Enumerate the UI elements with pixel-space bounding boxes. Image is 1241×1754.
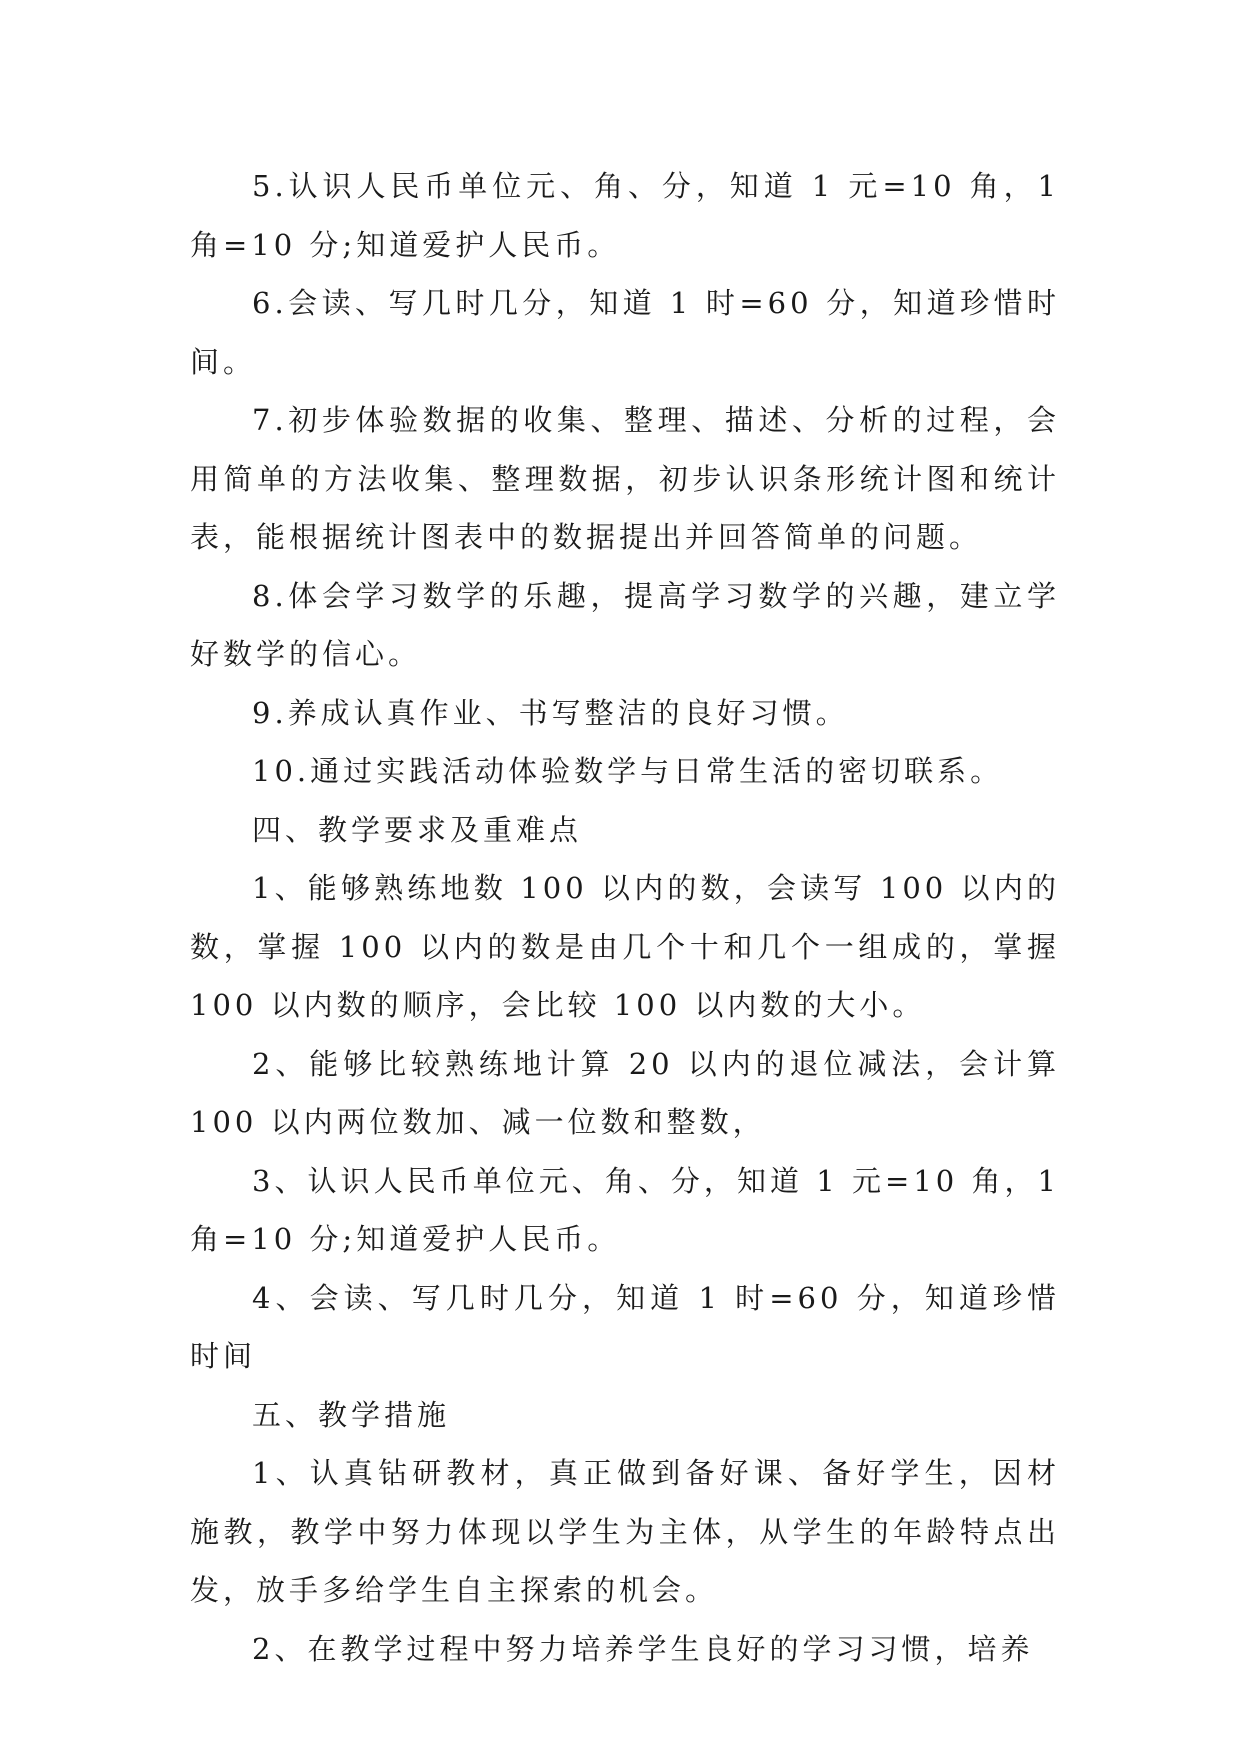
document-body bbox=[190, 157, 1060, 1678]
section-heading-teaching-measures: 五、教学措施 bbox=[252, 1397, 451, 1432]
paragraph-item-5: 5.认识人民币单位元、角、分，知道 1 元=10 角，1 角=10 分;知道爱护人民币。 bbox=[190, 169, 1060, 262]
requirement-item-4: 4、会读、写几时几分，知道 1 时=60 分，知道珍惜时间 bbox=[190, 1280, 1060, 1373]
measure-item-1: 1、认真钻研教材，真正做到备好课、备好学生，因材施教，教学中努力体现以学生为主体，从学生的年龄特点出发，放手多给学生自主探索的机会。 bbox=[190, 1456, 1060, 1607]
measure-item-2: 2、在教学过程中努力培养学生良好的学习习惯，培养 bbox=[252, 1631, 1034, 1666]
paragraph-item-10: 10.通过实践活动体验数学与日常生活的密切联系。 bbox=[252, 754, 1004, 788]
paragraph-item-9: 9.养成认真作业、书写整洁的良好习惯。 bbox=[252, 695, 849, 730]
requirement-item-3: 3、认识人民币单位元、角、分，知道 1 元=10 角，1 角=10 分;知道爱护人民币。 bbox=[190, 1163, 1060, 1256]
requirement-item-1: 1、能够熟练地数 100 以内的数，会读写 100 以内的数，掌握 100 以内的数是由几个十和几个一组成的，掌握 100 以内数的顺序，会比较 100 以内数的大小。 bbox=[190, 871, 1060, 1022]
paragraph-item-6: 6.会读、写几时几分，知道 1 时=60 分，知道珍惜时间。 bbox=[190, 286, 1060, 379]
section-heading-teaching-requirements: 四、教学要求及重难点 bbox=[252, 812, 583, 847]
paragraph-item-7: 7.初步体验数据的收集、整理、描述、分析的过程，会用简单的方法收集、整理数据，初步认识条形统计图和统计表，能根据统计图表中的数据提出并回答简单的问题。 bbox=[190, 403, 1060, 554]
paragraph-item-8: 8.体会学习数学的乐趣，提高学习数学的兴趣，建立学好数学的信心。 bbox=[190, 578, 1060, 671]
requirement-item-2: 2、能够比较熟练地计算 20 以内的退位减法，会计算 100 以内两位数加、减一位数和整数， bbox=[190, 1046, 1060, 1139]
